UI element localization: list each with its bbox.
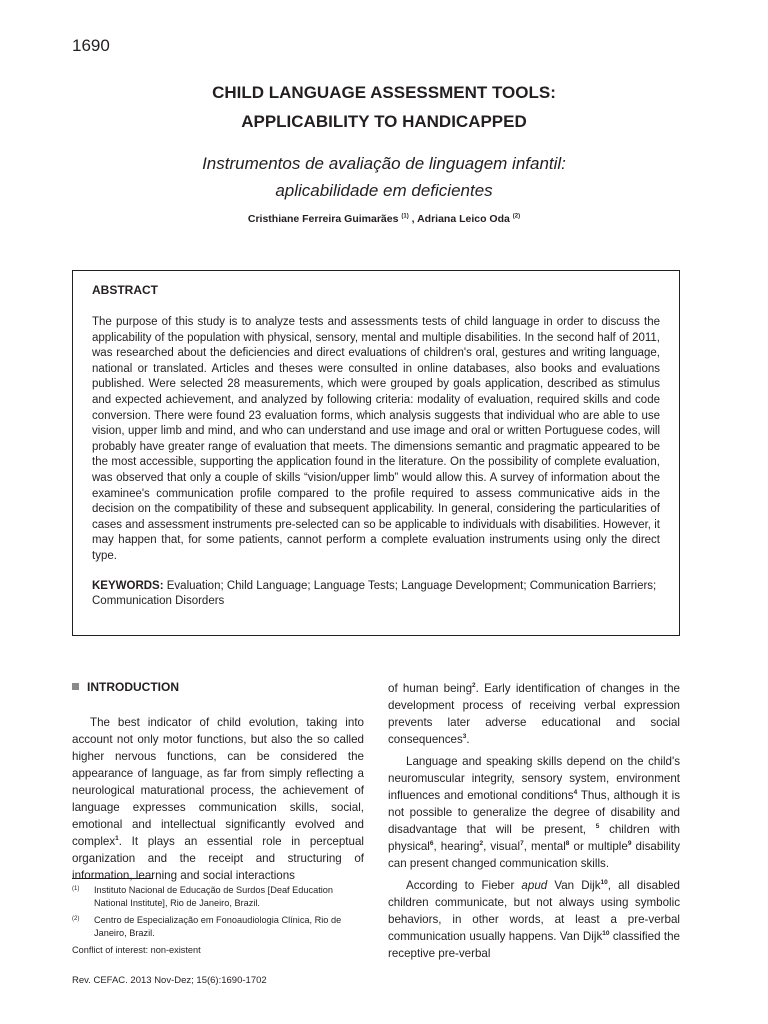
citation-ref: 1	[115, 835, 119, 843]
text-span: , mental	[523, 840, 566, 853]
author-separator: ,	[408, 213, 418, 225]
page-number: 1690	[72, 36, 110, 55]
text-span: Language and speaking skills depend on the child's neuromuscular integrity, sensory system, environment influences and emotional conditions	[388, 755, 680, 802]
title-line-1: CHILD LANGUAGE ASSESSMENT TOOLS:	[212, 83, 556, 102]
abstract-box	[72, 270, 680, 636]
text-span: disability can present changed communication skills.	[388, 840, 681, 870]
citation-ref: 5	[595, 823, 600, 831]
text-span: According to Fieber	[406, 879, 522, 892]
footnotes	[72, 884, 364, 957]
intro-paragraph-1-continued	[388, 680, 680, 748]
text-span: , hearing	[433, 840, 480, 853]
conflict-of-interest: Conflict of interest: non-existent	[72, 945, 201, 955]
intro-paragraph-1	[72, 714, 364, 884]
citation-ref: 8	[565, 840, 570, 848]
text-span: . Early identification of changes in the development process of receiving verbal expression prevents later adverse educational and social consequences	[388, 682, 680, 746]
journal-reference: Rev. CEFAC. 2013 Nov-Dez; 15(6):1690-1702	[72, 975, 267, 986]
introduction-heading-text: INTRODUCTION	[87, 680, 179, 694]
author-2: Adriana Leico Oda	[417, 213, 510, 225]
footnote-mark: (1)	[72, 886, 80, 892]
footnote-divider	[72, 878, 152, 879]
apud-italic: apud	[521, 879, 548, 892]
citation-ref: 10	[600, 879, 608, 887]
text-span: , all disabled children communicate, but not always using symbolic behaviors, in other words, at least a pre-verbal communication usually happens. Van Dijk	[388, 879, 680, 943]
footnote-mark: (2)	[72, 916, 80, 922]
author-2-affiliation: (2)	[512, 213, 521, 220]
text-span: Thus, although it is not possible to generalize the degree of disability and disadvantage that will be present,	[388, 789, 680, 836]
intro-paragraph-2	[388, 753, 680, 872]
text-span: The best indicator of child evolution, taking into account not only motor functions, but also the so called higher nervous functions, can be considered the appearance of language, as far from simply reflecting a neurological maturational process, the achievement of language expresses communication skills, social, emotional and intellectual significantly evolved and complex	[72, 716, 364, 848]
footnote-text: Instituto Nacional de Educação de Surdos [Deaf Education National Institute], Rio de Janeiro, Brazil.	[94, 885, 334, 908]
text-span: Van Dijk	[547, 879, 601, 892]
citation-ref: 9	[627, 840, 632, 848]
citation-ref: 7	[520, 840, 524, 848]
keywords	[92, 579, 660, 610]
author-1-affiliation: (1)	[401, 213, 409, 220]
intro-paragraph-3	[388, 877, 680, 962]
text-span: or multiple	[569, 840, 628, 853]
article-subtitle	[72, 150, 696, 204]
text-span: .	[466, 733, 470, 746]
subtitle-line-2: aplicabilidade em deficientes	[275, 181, 493, 200]
title-line-2: APPLICABILITY TO HANDICAPPED	[241, 112, 527, 131]
citation-ref: 10	[602, 930, 610, 938]
section-heading-introduction	[72, 680, 179, 694]
citation-ref: 2	[479, 840, 484, 848]
left-column	[72, 714, 364, 884]
abstract-text: The purpose of this study is to analyze tests and assessments tests of child language in order to discuss the applicability of the population with physical, sensory, mental and multiple disabilities. In the second half of 2011, was researched about the deficiencies and direct evaluations of children's oral, gestures and writing language, national or translated. Articles and theses were consulted in online databases, also books and evaluations published. Were selected 28 measurements, which were grouped by goals application, described as stimulus and expected achievement, and analyzed by following criteria: modality of evaluation, required skills and code conversion. There were found 23 evaluation forms, which analysis suggests that individual who are able to use vision, upper limb and mind, and who can understand and use image and oral or written Portuguese codes, will probably have greater range of evaluation that meets. The dimensions semantic and pragmatic appeared to be the most accessible, supporting the application found in the literature. On the possibility of complete evaluation, was observed that only a couple of skills “vision/upper limb” would allow this. A survey of information about the examinee's communication profile compared to the profile required to assess communicative aids in the decision on the compatibility of these and subsequent applicability. In general, considering the particularities of cases and assessment instruments pre-selected can so be applicable to individuals with disabilities. However, it may happen that, for some patients, cannot perform a complete evaluation instruments using only the direct type.	[92, 316, 660, 562]
subtitle-line-1: Instrumentos de avaliação de linguagem infantil:	[202, 154, 566, 173]
text-span: classified the receptive pre-verbal	[388, 930, 680, 960]
right-column	[388, 680, 680, 962]
footnote-2	[72, 914, 364, 940]
section-bullet-icon	[72, 683, 79, 690]
author-1: Cristhiane Ferreira Guimarães	[247, 213, 399, 225]
footnote-1	[72, 884, 364, 910]
citation-ref: 3	[462, 733, 467, 741]
text-span: . It plays an essential role in perceptual organization and the receipt and structuring of information, learning and social interactions	[72, 835, 364, 882]
citation-ref: 6	[429, 840, 434, 848]
text-span: , visual	[483, 840, 521, 853]
author-list	[72, 213, 696, 225]
keywords-list: Evaluation; Child Language; Language Tests; Language Development; Communication Barriers; Communication Disorders	[92, 579, 657, 608]
text-span: children with physical	[388, 823, 680, 853]
abstract-heading: ABSTRACT	[92, 283, 158, 297]
article-title	[72, 78, 696, 136]
citation-ref: 2	[472, 682, 476, 690]
text-span: of human being	[388, 682, 473, 695]
citation-ref: 4	[573, 789, 578, 797]
keywords-label: KEYWORDS:	[92, 579, 164, 592]
footnote-text: Centro de Especialização em Fonoaudiologia Clínica, Rio de Janeiro, Brazil.	[94, 915, 342, 938]
